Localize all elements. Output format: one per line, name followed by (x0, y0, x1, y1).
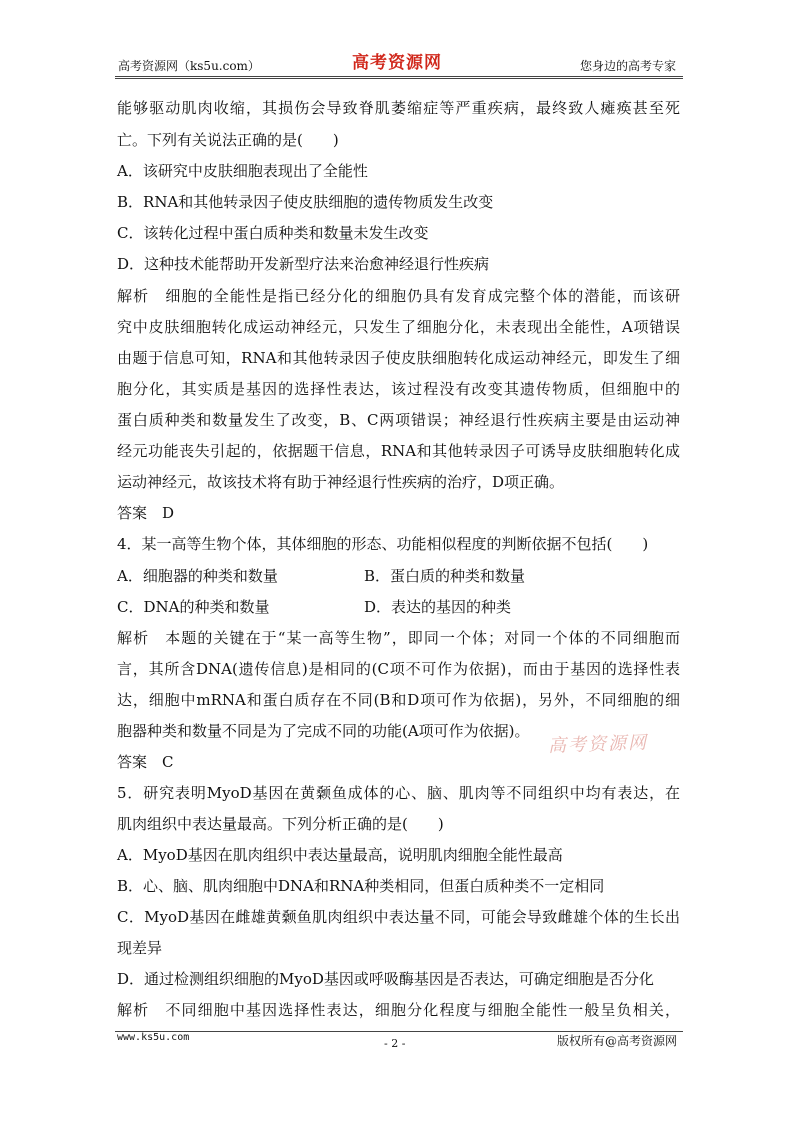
answer-line: 答案 D (117, 504, 175, 522)
footer-url: www.ks5u.com (117, 1032, 190, 1043)
option-line: C．MyoD基因在雌雄黄颡鱼肌肉组织中表达量不同，可能会导致雌雄个体的生长出 (117, 908, 680, 926)
answer-line: 答案 C (117, 753, 174, 771)
option-line: D．表达的基因的种类 (364, 598, 512, 616)
page-number: - 2 - (384, 1037, 406, 1050)
option-line: B．心、脑、肌肉细胞中DNA和RNA种类相同，但蛋白质种类不一定相同 (117, 877, 605, 895)
header-site-name: 高考资源网（ks5u.com） (118, 59, 260, 73)
analysis-line: 解析 不同细胞中基因选择性表达，细胞分化程度与细胞全能性一般呈负相关， (117, 1001, 680, 1019)
option-line: D．这种技术能帮助开发新型疗法来治愈神经退行性疾病 (117, 255, 490, 273)
option-line: B．蛋白质的种类和数量 (364, 567, 526, 585)
option-line: A．MyoD基因在肌肉组织中表达量最高，说明肌肉细胞全能性最高 (117, 846, 563, 864)
option-line: D．通过检测组织细胞的MyoD基因或呼吸酶基因是否表达，可确定细胞是否分化 (117, 970, 654, 988)
header-rule (115, 76, 683, 77)
analysis-line: 胞分化，其实质是基因的选择性表达，该过程没有改变其遗传物质，但细胞中的 (117, 380, 680, 398)
analysis-line: 解析 细胞的全能性是指已经分化的细胞仍具有发育成完整个体的潜能，而该研 (117, 287, 680, 305)
option-line: C．DNA的种类和数量 (117, 598, 270, 616)
option-line: A．该研究中皮肤细胞表现出了全能性 (117, 162, 368, 180)
body-line: 亡。下列有关说法正确的是( ) (117, 131, 339, 149)
question-line: 4．某一高等生物个体，其体细胞的形态、功能相似程度的判断依据不包括( ) (117, 535, 649, 553)
header-rule-second (115, 78, 683, 79)
option-line: A．细胞器的种类和数量 (117, 567, 278, 585)
header-logo: 高考资源网 (352, 53, 442, 73)
body-line: 能够驱动肌肉收缩，其损伤会导致脊肌萎缩症等严重疾病，最终致人瘫痪甚至死 (117, 99, 680, 117)
analysis-line: 蛋白质种类和数量发生了改变，B、C两项错误；神经退行性疾病主要是由运动神 (117, 411, 680, 429)
question-line: 5．研究表明MyoD基因在黄颡鱼成体的心、脑、肌肉等不同组织中均有表达，在 (117, 784, 680, 802)
analysis-line: 运动神经元，故该技术将有助于神经退行性疾病的治疗，D项正确。 (117, 473, 565, 491)
analysis-line: 究中皮肤细胞转化成运动神经元，只发生了细胞分化，未表现出全能性，A项错误 (117, 318, 680, 336)
analysis-line: 言，其所含DNA(遗传信息)是相同的(C项不可作为依据)，而由于基因的选择性表 (117, 660, 680, 678)
analysis-line: 解析 本题的关键在于“某一高等生物”，即同一个体；对同一个体的不同细胞而 (117, 629, 680, 647)
option-line: C．该转化过程中蛋白质种类和数量未发生改变 (117, 224, 429, 242)
footer-copyright: 版权所有@高考资源网 (556, 1034, 677, 1048)
analysis-line: 达，细胞中mRNA和蛋白质存在不同(B和D项可作为依据)，另外，不同细胞的细 (117, 691, 680, 709)
header-tagline: 您身边的高考专家 (579, 59, 676, 73)
watermark: 高考资源网 (547, 732, 649, 757)
analysis-line: 经元功能丧失引起的，依据题干信息，RNA和其他转录因子可诱导皮肤细胞转化成 (117, 442, 680, 460)
option-line: B．RNA和其他转录因子使皮肤细胞的遗传物质发生改变 (117, 193, 494, 211)
option-line: 现差异 (117, 939, 163, 957)
analysis-line: 由题于信息可知，RNA和其他转录因子使皮肤细胞转化成运动神经元，即发生了细 (117, 349, 680, 367)
question-line: 肌肉组织中表达量最高。下列分析正确的是( ) (117, 815, 444, 833)
analysis-line: 胞器种类和数量不同是为了完成不同的功能(A项可作为依据)。 (117, 722, 530, 740)
